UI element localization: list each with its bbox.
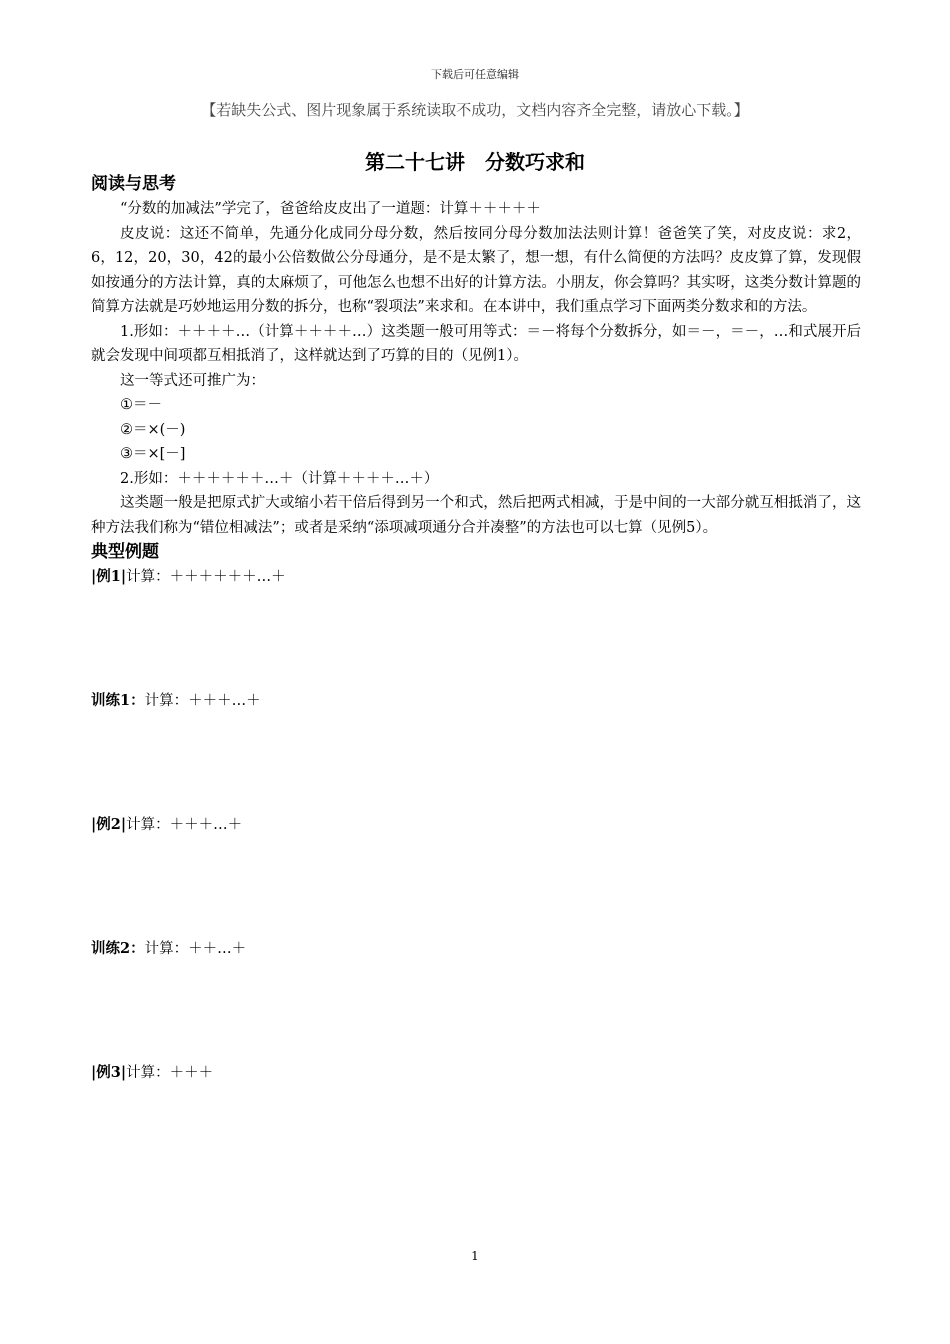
example-text: 计算：＋＋＋＋＋＋…＋ bbox=[126, 569, 286, 585]
example-text: 计算：＋＋＋…＋ bbox=[126, 817, 243, 833]
paragraph-method-2-detail: 这类题一般是把原式扩大或缩小若干倍后得到另一个和式，然后把两式相减，于是中间的一大部分就互相抵消了，这种方法我们称为“错位相减法”；或者是采纳“添项减项通分合并凑整”的方法也可以七算（见例5）。 bbox=[91, 495, 861, 536]
exercise-label: 训练1： bbox=[91, 692, 145, 709]
exercise-text: 计算：＋＋＋…＋ bbox=[144, 693, 261, 709]
example-text: 计算：＋＋＋ bbox=[126, 1065, 214, 1081]
section-heading-examples: 典型例题 bbox=[91, 542, 159, 562]
top-note: 下载后可任意编辑 bbox=[431, 68, 519, 81]
paragraph-story: 皮皮说：这还不简单，先通分化成同分母分数，然后按同分母分数加法法则计算！爸爸笑了笑，对皮皮说：求2，6，12，20，30，42的最小公倍数做公分母通分，是不是太繁了，想一想，有什么简便的方法吗？皮皮算了算，发现假如按通分的方法计算，真的太麻烦了，可他怎么也想不出好的计算方法。小朋友，你会算吗？其实呀，这类分数计算题的简算方法就是巧妙地运用分数的拆分，也称“裂项法”来求和。在本讲中，我们重点学习下面两类分数求和的方法。 bbox=[91, 225, 861, 315]
document-body bbox=[91, 172, 861, 1085]
example-label: |例3| bbox=[91, 1064, 127, 1081]
paragraph-method-2: 2.形如：＋＋＋＋＋＋…＋（计算＋＋＋＋…＋） bbox=[120, 470, 439, 487]
exercise-1 bbox=[91, 689, 861, 713]
page-number: 1 bbox=[471, 1249, 479, 1263]
paragraph-generalize: 这一等式还可推广为： bbox=[120, 372, 265, 389]
example-label: |例1| bbox=[91, 568, 127, 585]
example-label: |例2| bbox=[91, 816, 127, 833]
paragraph-intro: “分数的加减法”学完了，爸爸给皮皮出了一道题：计算＋＋＋＋＋ bbox=[120, 201, 541, 217]
page-title: 第二十七讲 分数巧求和 bbox=[365, 150, 585, 174]
example-1 bbox=[91, 565, 861, 589]
formula-2: ②＝×(－) bbox=[120, 421, 186, 438]
paragraph-method-1: 1.形如：＋＋＋＋…（计算＋＋＋＋…）这类题一般可用等式：＝－将每个分数拆分，如＝－，＝－，…和式展开后就会发现中间项都互相抵消了，这样就达到了巧算的目的（见例1）。 bbox=[91, 323, 861, 364]
example-2 bbox=[91, 813, 861, 837]
section-heading-reading: 阅读与思考 bbox=[91, 174, 176, 194]
exercise-text: 计算：＋＋…＋ bbox=[144, 941, 247, 957]
formula-1: ①＝－ bbox=[120, 397, 162, 413]
example-3 bbox=[91, 1061, 861, 1085]
exercise-label: 训练2： bbox=[91, 940, 145, 957]
exercise-2 bbox=[91, 937, 861, 961]
download-notice: 【若缺失公式、图片现象属于系统读取不成功，文档内容齐全完整，请放心下载。】 bbox=[201, 101, 749, 119]
formula-3: ③＝×[－] bbox=[120, 446, 186, 462]
